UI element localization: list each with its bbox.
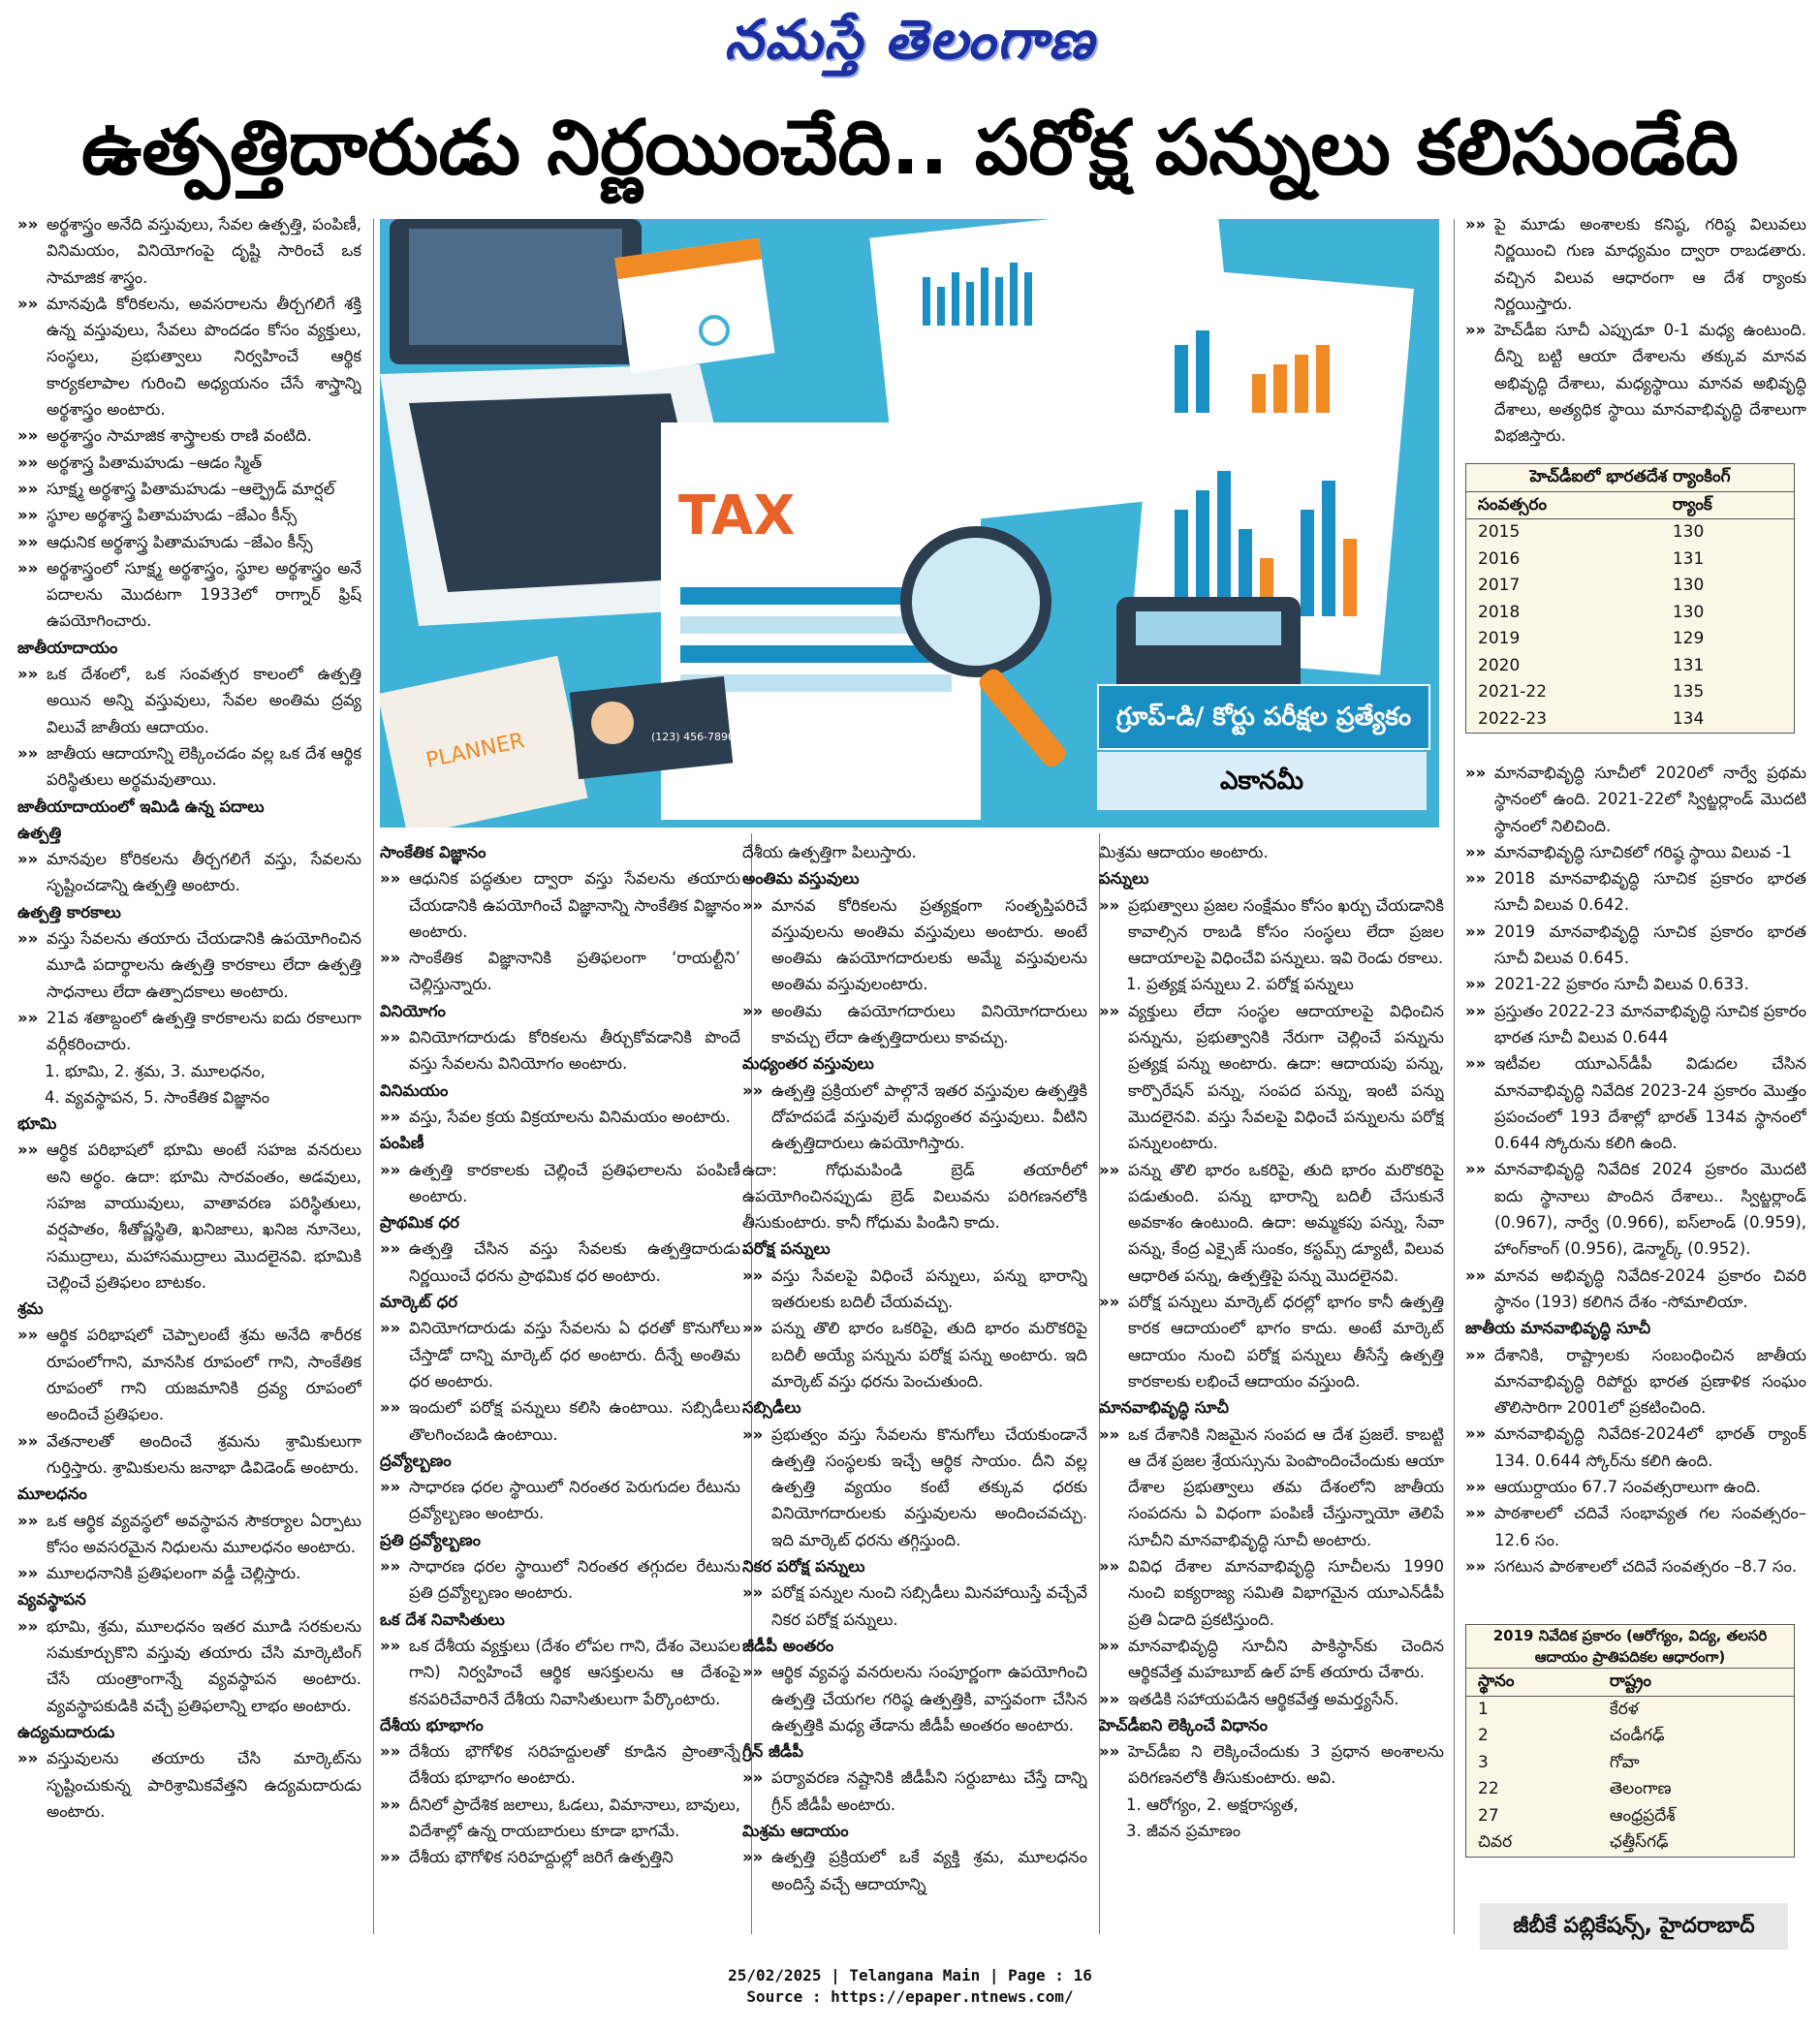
publisher-credit: జీబీకే పబ్లికేషన్స్, హైదరాబాద్ — [1480, 1903, 1788, 1950]
table-row — [1466, 573, 1795, 600]
bullet-paragraph: »» 21వ శతాబ్దంలో ఉత్పత్తి కారకాలను ఐదు రకాలుగా వర్గీకరించారు. — [17, 1005, 361, 1058]
bullet-paragraph: »» అర్థశాస్త్ర పితామహుడు –ఆడం స్మిత్ — [17, 450, 361, 476]
section-heading: ప్రతి ద్రవ్యోల్బణం — [380, 1530, 482, 1549]
section-heading: అంతిమ వస్తువులు — [742, 869, 860, 889]
bullet-paragraph: »» ఆధునిక పద్ధతుల ద్వారా వస్తు సేవలను తయారు చేయడానికి ఉపయోగించే విజ్ఞానాన్ని సాంకేతిక విజ్ఞానం అంటారు. — [380, 865, 740, 945]
section-heading: ఉత్పత్తి కారకాలు — [17, 902, 121, 922]
section-heading: జాతీయ మానవాభివృద్ధి సూచీ — [1465, 1319, 1651, 1338]
bullet-paragraph: »» పన్ను తొలి భారం ఒకరిపై, తుది భారం మరొకరిపై బదిలీ అయ్యే పన్నును పరోక్ష పన్ను అంటారు. ఇది మార్కెట్ వస్తు ధరను పెంచుతుంది. — [742, 1315, 1087, 1394]
bullet-paragraph: »» ఉత్పత్తి చేసిన వస్తు సేవలకు ఉత్పత్తిదారుడు నిర్ణయించే ధరను ప్రాథమిక ధర అంటారు. — [380, 1235, 740, 1289]
bullet-paragraph: »» మానవాభివృద్ధి సూచికలో గరిష్ఠ స్థాయి విలువ -1 — [1465, 839, 1806, 865]
table-cell: 22 — [1478, 1779, 1499, 1798]
table-row — [1466, 547, 1795, 574]
bullet-paragraph: »» ఆర్థిక వ్యవస్థ వనరులను సంపూర్ణంగా ఉపయోగించి ఉత్పత్తి చేయగల గరిష్ఠ ఉత్పత్తికి, వాస్తవంగా చేసిన ఉత్పత్తికి మధ్య తేడాను జీడీపీ అంతరం అంటారు. — [742, 1659, 1087, 1738]
bullet-paragraph: »» పన్ను తొలి భారం ఒకరిపై, తుది భారం మరొకరిపై పడుతుంది. పన్ను భారాన్ని బదిలీ చేసుకునే అవకాశం ఉంటుంది. ఉదా: అమ్మకపు పన్ను, సేవా పన్ను, కేంద్ర ఎక్సైజ్ సుంకం, కస్టమ్స్ డ్యూటీ, విలువ ఆధారిత పన్ను, ఉత్పత్తిపై పన్ను మొదలైనవి. — [1099, 1157, 1444, 1289]
section-heading: భూమి — [17, 1114, 57, 1134]
bullet-paragraph: »» ఇందులో పరోక్ష పన్నులు కలిసి ఉంటాయి. సబ్సిడీలు తొలగించబడి ఉంటాయి. — [380, 1394, 740, 1448]
bullet-paragraph: »» వ్యక్తులు లేదా సంస్థల ఆదాయాలపై విధించిన పన్నును, ప్రభుత్వానికి నేరుగా చెల్లించే పన్నును ప్రత్యక్ష పన్ను అంటారు. ఉదా: ఆదాయపు పన్ను, కార్పొరేషన్ పన్ను, సంపద పన్ను, ఇంటి పన్ను మొదలైనవి. వస్తు సేవలపై విధించే పన్నులను పరోక్ష పన్నులంటారు. — [1099, 998, 1444, 1157]
svg-text:TAX: TAX — [678, 484, 796, 547]
column-divider — [1454, 219, 1455, 1934]
bullet-paragraph: »» పర్యావరణ నష్టానికి జీడీపీని సర్దుబాటు చేస్తే దాన్ని గ్రీన్ జీడీపీ అంటారు. — [742, 1765, 1087, 1818]
bullet-paragraph: »» ఉత్పత్తి కారకాలకు చెల్లించే ప్రతిఫలాలను పంపిణీ అంటారు. — [380, 1157, 740, 1210]
table-cell: 1 — [1478, 1699, 1489, 1719]
bullet-paragraph: »» మానవాభివృద్ధి సూచీలో 2020లో నార్వే ప్రథమ స్థానంలో ఉంది. 2021-22లో స్విట్జర్లాండ్ మొదటి స్థానంలో నిలిచింది. — [1465, 760, 1806, 839]
table-row — [1466, 653, 1795, 680]
svg-text:(123) 456-7890: (123) 456-7890 — [651, 731, 736, 743]
bullet-paragraph: »» ప్రస్తుతం 2022-23 మానవాభివృద్ధి సూచిక ప్రకారం భారత సూచీ విలువ 0.644 — [1465, 998, 1806, 1051]
section-heading: వినియోగం — [380, 1001, 446, 1020]
bullet-paragraph: »» 2021-22 ప్రకారం సూచీ విలువ 0.633. — [1465, 971, 1806, 997]
bullet-paragraph: »» అంతిమ ఉపయోగదారులు వినియోగదారులు కావచ్చు లేదా ఉత్పత్తిదారులు కావచ్చు. — [742, 998, 1087, 1051]
bullet-paragraph: »» దేశీయ భౌగోళిక సరిహద్దులతో కూడిన ప్రాంతాన్నే దేశీయ భూభాగం అంటారు. — [380, 1738, 740, 1792]
section-heading: ఉత్పత్తి — [17, 823, 62, 842]
headline: ఉత్పత్తిదారుడు నిర్ణయించేది.. పరోక్ష పన్నులు కలిసుండేది — [81, 105, 1739, 192]
section-heading: గ్రీన్ జీడీపీ — [742, 1742, 803, 1762]
bullet-paragraph: »» ఆయుర్దాయం 67.7 సంవత్సరాలుగా ఉంది. — [1465, 1474, 1806, 1500]
bullet-paragraph: »» సాధారణ ధరల స్థాయిలో నిరంతర తగ్గుదల రేటును ప్రతి ద్రవ్యోల్బణం అంటారు. — [380, 1553, 740, 1607]
bullet-paragraph: »» సాధారణ ధరల స్థాయిలో నిరంతర పెరుగుదల రేటును ద్రవ్యోల్బణం అంటారు. — [380, 1474, 740, 1527]
bullet-paragraph: »» సూక్ష్మ అర్థశాస్త్ర పితామహుడు –ఆల్ఫ్రెడ్ మార్షల్ — [17, 476, 361, 502]
hdi-ranking-table — [1465, 463, 1795, 734]
bullet-paragraph: »» ఆధునిక అర్థశాస్త్ర పితామహుడు –జేఎం కీన్స్ — [17, 529, 361, 555]
bullet-paragraph: »» 2018 మానవాభివృద్ధి సూచిక ప్రకారం భారత సూచీ విలువ 0.642. — [1465, 865, 1806, 919]
table-row — [1466, 1829, 1795, 1857]
table-cell: గోవా — [1609, 1752, 1640, 1772]
bullet-paragraph: »» జాతీయ ఆదాయాన్ని లెక్కించడం వల్ల ఒక దేశ ఆర్థిక పరిస్థితులు అర్థమవుతాయి. — [17, 740, 361, 794]
section-heading: మానవాభివృద్ధి సూచీ — [1099, 1398, 1230, 1418]
table-cell: 2017 — [1478, 576, 1521, 595]
bullet-paragraph: »» ఇతడికి సహాయపడిన ఆర్థికవేత్త అమర్త్యసేన్. — [1099, 1686, 1444, 1712]
bullet-paragraph: »» మానవాభివృద్ధి సూచీని పాకిస్థాన్‌కు చెందిన ఆర్థికవేత్త మహబూబ్ ఉల్ హక్ తయారు చేశారు. — [1099, 1633, 1444, 1686]
footer-source-line: Source : https://epaper.ntnews.com/ — [746, 1987, 1074, 2006]
section-heading: మూలధనం — [17, 1484, 87, 1504]
bullet-paragraph: »» వస్తు, సేవల క్రయ విక్రయాలను వినిమయం అంటారు. — [380, 1104, 740, 1130]
calendar-icon — [614, 237, 774, 373]
table-cell: 2 — [1478, 1726, 1489, 1745]
paragraph: 4. వ్యవస్థాపన, 5. సాంకేతిక విజ్ఞానం — [45, 1087, 270, 1107]
exam-tag: గ్రూప్-డి/ కోర్టు పరీక్షల ప్రత్యేకం — [1097, 684, 1430, 750]
bullet-paragraph: »» ఒక ఆర్థిక వ్యవస్థలో అవస్థాపన సౌకర్యాల ఏర్పాటు కోసం అవసరమైన నిధులను మూలధనం అంటారు. — [17, 1508, 361, 1561]
bullet-paragraph: »» ప్రభుత్వాలు ప్రజల సంక్షేమం కోసం ఖర్చు చేయడానికి కావాల్సిన రాబడి కోసం సంస్థలు లేదా ప్రజల ఆదాయాలపై విధించేవి పన్నులు. ఇవి రెండు రకాలు. — [1099, 892, 1444, 972]
column-divider — [373, 219, 374, 1934]
bullet-paragraph: »» భూమి, శ్రమ, మూలధనం ఇతర మూడి సరకులను సమకూర్చుకొని వస్తువు తయారు చేసి మార్కెటింగ్ చేసే యంత్రాంగాన్నే వ్యవస్థాపన అంటారు. వ్యవస్థాపకుడికి వచ్చే ప్రతిఫలాన్ని లాభం అంటారు. — [17, 1613, 361, 1719]
table-header: సంవత్సరం — [1466, 491, 1661, 519]
bullet-paragraph: »» దీనిలో ప్రాదేశిక జలాలు, ఓడలు, విమానాలు, బావులు, విదేశాల్లో ఉన్న రాయబారులు కూడా భాగమే. — [380, 1792, 740, 1845]
article-column-5-top — [1465, 211, 1806, 452]
paragraph: 1. ఆరోగ్యం, 2. అక్షరాస్యత, — [1126, 1795, 1299, 1814]
planner-icon — [380, 656, 587, 828]
paragraph: 1. భూమి, 2. శ్రమ, 3. మూలధనం, — [45, 1061, 266, 1080]
article-column-5-mid — [1465, 760, 1806, 1612]
table-cell: ఆంధ్రప్రదేశ్ — [1609, 1805, 1676, 1826]
table-header: ర్యాంక్ — [1661, 491, 1795, 519]
bullet-paragraph: »» సాంకేతిక విజ్ఞానానికి ప్రతిఫలంగా ‘రాయల్టీని’ చెల్లిస్తున్నారు. — [380, 945, 740, 998]
article-column-2 — [380, 839, 740, 1934]
page-footer — [0, 1965, 1820, 2008]
table-header: స్థానం — [1466, 1669, 1598, 1697]
table-caption: హెచ్‌డీఐలో భారతదేశ ర్యాంకింగ్ — [1466, 464, 1795, 492]
table-cell: కేరళ — [1609, 1699, 1639, 1719]
bullet-paragraph: »» మానవాభివృద్ధి నివేదిక 2024 ప్రకారం మొదటి ఐదు స్థానాలు పొందిన దేశాలు.. స్విట్జర్లాండ్ (0.967), నార్వే (0.966), ఐస్‌లాండ్ (0.959), హాంగ్‌కాంగ్ (0.956), డెన్మార్క్ (0.952). — [1465, 1156, 1806, 1262]
bullet-paragraph: »» మానవుల కోరికలను తీర్చగలిగే వస్తు, సేవలను సృష్టించడాన్ని ఉత్పత్తి అంటారు. — [17, 846, 361, 899]
section-heading: మధ్యంతర వస్తువులు — [742, 1054, 874, 1074]
table-row — [1466, 679, 1795, 706]
table-row — [1466, 1750, 1795, 1777]
table-cell: 2016 — [1478, 548, 1521, 569]
article-column-4 — [1099, 839, 1444, 1934]
table-cell: 2015 — [1478, 522, 1521, 542]
bullet-paragraph: »» వస్తు సేవలపై విధించే పన్నులు, పన్ను భారాన్ని ఇతరులకు బదిలీ చేయవచ్చు. — [742, 1263, 1087, 1316]
bullet-paragraph: »» ఆర్థిక పరిభాషలో భూమి అంటే సహజ వనరులు అని అర్థం. ఉదా: భూమి సారవంతం, అడవులు, సహజ వాయువులు, వాతావరణ పరిస్థితులు, వర్షపాతం, శీతోష్ణస్థితి, ఖనిజాలు, ఖనిజ నూనెలు, సముద్రాలు, మహాసముద్రాలు మొదలైనవి. భూమికి చెల్లించే ప్రతిఫలం బాటకం. — [17, 1137, 361, 1296]
bullet-paragraph: »» పై మూడు అంశాలకు కనిష్ఠ, గరిష్ఠ విలువలు నిర్ణయించి గుణ మాధ్యమం ద్వారా రాబడతారు. వచ్చిన విలువ ఆధారంగా ఆ దేశ ర్యాంకు నిర్ణయిస్తారు. — [1465, 211, 1806, 317]
business-card-icon — [570, 676, 735, 779]
bullet-paragraph: »» ఉత్పత్తి ప్రక్రియలో ఒకే వ్యక్తి శ్రమ, మూలధనం అందిస్తే వచ్చే ఆదాయాన్ని — [742, 1844, 1087, 1897]
table-row — [1466, 706, 1795, 734]
table-cell: 135 — [1672, 682, 1705, 702]
bullet-paragraph: »» పరోక్ష పన్నుల నుంచి సబ్సిడీలు మినహాయిస్తే వచ్చేవే నికర పరోక్ష పన్నులు. — [742, 1579, 1087, 1633]
paragraph: 1. ప్రత్యక్ష పన్నులు 2. పరోక్ష పన్నులు — [1126, 975, 1354, 994]
table-cell: 130 — [1672, 602, 1705, 622]
paragraph: ఉదా: గోధుమపిండి బ్రెడ్ తయారీలో ఉపయోగించినప్పుడు బ్రెడ్ విలువను పరిగణనలోకి తీసుకుంటారు. కానీ గోధుమ పిండిని కాదు. — [742, 1160, 1087, 1233]
paragraph: దేశీయ ఉత్పత్తిగా పిలుస్తారు. — [742, 843, 917, 861]
table-caption: 2019 నివేదిక ప్రకారం (ఆరోగ్యం, విద్య, తలసరి ఆదాయం ప్రాతిపదికల ఆధారంగా) — [1466, 1625, 1795, 1669]
table-header: రాష్ట్రం — [1598, 1669, 1795, 1697]
section-heading: సబ్సిడీలు — [742, 1398, 801, 1418]
section-heading: శ్రమ — [17, 1299, 44, 1319]
bullet-paragraph: »» వివిధ దేశాల మానవాభివృద్ధి సూచీలను 1990 నుంచి ఐక్యరాజ్య సమితి విభాగమైన యూఎన్‌డీపీ ప్రతి ఏడాది ప్రకటిస్తుంది. — [1099, 1553, 1444, 1633]
state-hdi-table — [1465, 1624, 1795, 1858]
bullet-paragraph: »» వేతనాలతో అందించే శ్రమను శ్రామికులుగా గుర్తిస్తారు. శ్రామికులను జనాభా డివిడెండ్ అంటారు. — [17, 1428, 361, 1482]
section-heading: ఉద్యమదారుడు — [17, 1722, 115, 1741]
section-heading: సాంకేతిక విజ్ఞానం — [380, 843, 486, 861]
section-heading: వ్యవస్థాపన — [17, 1590, 86, 1609]
bullet-paragraph: »» అర్థశాస్త్రం సామాజిక శాస్త్రాలకు రాణి వంటిది. — [17, 422, 361, 449]
section-heading: పరోక్ష పన్నులు — [742, 1239, 831, 1259]
section-heading: పంపిణీ — [380, 1134, 424, 1153]
table-cell: 3 — [1478, 1752, 1489, 1772]
table-row — [1466, 1696, 1795, 1723]
bullet-paragraph: »» మానవ కోరికలను ప్రత్యక్షంగా సంతృప్తిపరిచే వస్తువులను అంతిమ వస్తువులు అంటారు. అంటే అంతిమ ఉపయోగదారులకు అమ్మే వస్తువులను అంతిమ వస్తువులంటారు. — [742, 892, 1087, 998]
section-heading: నికర పరోక్ష పన్నులు — [742, 1557, 865, 1577]
table-cell: ఛత్తీస్‌గఢ్ — [1609, 1832, 1669, 1852]
bullet-paragraph: »» పాఠశాలలో చదివే సంభావ్యత గల సంవత్సరం– 12.6 సం. — [1465, 1500, 1806, 1553]
article-column-1 — [17, 211, 361, 1936]
table-cell: 2019 — [1478, 629, 1521, 648]
bullet-paragraph: »» మానవ అభివృద్ధి నివేదిక-2024 ప్రకారం చివరి స్థానం (193) కలిగిన దేశం -సోమాలియా. — [1465, 1263, 1806, 1316]
table-cell: 130 — [1672, 576, 1705, 595]
article-column-3 — [742, 839, 1087, 1934]
table-cell: చండీగఢ్ — [1609, 1726, 1665, 1745]
bullet-paragraph: »» వస్తు సేవలను తయారు చేయడానికి ఉపయోగించిన మూడి పదార్థాలను ఉత్పత్తి కారకాలు లేదా ఉత్పత్తి సాధనాలు లేదా ఉత్పాదకాలు అంటారు. — [17, 925, 361, 1005]
bullet-paragraph: »» వినియోగదారుడు వస్తు సేవలను ఏ ధరతో కొనుగోలు చేస్తాడో దాన్ని మార్కెట్ ధర అంటారు. దీన్నే అంతిమ ధర అంటారు. — [380, 1315, 740, 1394]
bullet-paragraph: »» వినియోగదారుడు కోరికలను తీర్చుకోవడానికి పొందే వస్తు సేవలను వినియోగం అంటారు. — [380, 1024, 740, 1078]
bullet-paragraph: »» ప్రభుత్వం వస్తు సేవలను కొనుగోలు చేయకుండానే ఉత్పత్తి సంస్థలకు ఇచ్చే ఆర్థిక సాయం. దీని వల్ల ఉత్పత్తి వ్యయం కంటే తక్కువ ధరకు వినియోగదారులకు వస్తువులను అందించవచ్చు. ఇది మార్కెట్ ధరను తగ్గిస్తుంది. — [742, 1422, 1087, 1553]
bullet-paragraph: »» పరోక్ష పన్నులు మార్కెట్ ధరల్లో భాగం కానీ ఉత్పత్తి కారక ఆదాయంలో భాగం కాదు. అంటే మార్కెట్ ఆదాయం నుంచి పరోక్ష పన్నులు తీసేస్తే ఉత్పత్తి కారకాలకు లభించే ఆదాయం వస్తుంది. — [1099, 1289, 1444, 1394]
table-cell: 27 — [1478, 1805, 1499, 1826]
bullet-paragraph: »» ఉత్పత్తి ప్రక్రియలో పాల్గొనే ఇతర వస్తువుల ఉత్పత్తికి దోహదపడే వస్తువులే మధ్యంతర వస్తువులు. వీటిని ఉత్పత్తిదారులు ఉపయోగిస్తారు. — [742, 1078, 1087, 1157]
bullet-paragraph: »» ఒక దేశానికి నిజమైన సంపద ఆ దేశ ప్రజలే. కాబట్టి ఆ దేశ ప్రజల శ్రేయస్సును పెంపొందించేందుకు ఆయా దేశాల ప్రభుత్వాలు తమ దేశంలోని జాతీయ సంపదను ఏ విధంగా పంపిణీ చేస్తున్నాయో తెలిపే సూచీని మానవాభివృద్ధి సూచీ అంటారు. — [1099, 1422, 1444, 1553]
table-cell: 131 — [1672, 548, 1705, 569]
bullet-paragraph: »» దేశీయ భౌగోళిక సరిహద్దుల్లో జరిగే ఉత్పత్తిని — [380, 1844, 740, 1870]
table-cell: తెలంగాణ — [1609, 1779, 1672, 1798]
section-heading: మిశ్రమ ఆదాయం — [742, 1821, 849, 1840]
section-heading: ద్రవ్యోల్బణం — [380, 1451, 452, 1470]
table-cell: 2021-22 — [1478, 682, 1548, 702]
table-cell: చివర — [1478, 1832, 1513, 1852]
bullet-paragraph: »» మూలధనానికి ప్రతిఫలంగా వడ్డీ చెల్లిస్తారు. — [17, 1560, 361, 1586]
bullet-paragraph: »» మానవుడి కోరికలను, అవసరాలను తీర్చగలిగే శక్తి ఉన్న వస్తువులు, సేవలు పొందడం కోసం వ్యక్తులు, సంస్థలు, ప్రభుత్వాలు నిర్వహించే ఆర్థిక కార్యకలాపాల గురించి అధ్యయనం చేసే శాస్త్రాన్ని అర్థశాస్త్రం అంటారు. — [17, 291, 361, 422]
table-cell: 2020 — [1478, 655, 1521, 675]
section-heading: వినిమయం — [380, 1080, 449, 1100]
masthead-logo: నమస్తే తెలంగాణ — [724, 8, 1096, 72]
table-row — [1466, 600, 1795, 627]
section-heading: ప్రాథమిక ధర — [380, 1213, 459, 1233]
table-cell: 2018 — [1478, 602, 1521, 622]
bullet-paragraph: »» ఒక దేశంలో, ఒక సంవత్సర కాలంలో ఉత్పత్తి అయిన అన్ని వస్తువులు, సేవల అంతిమ ద్రవ్య విలువే జాతీయ ఆదాయం. — [17, 661, 361, 740]
table-row — [1466, 1803, 1795, 1830]
section-heading: హెచ్‌డీఐని లెక్కించే విధానం — [1099, 1715, 1268, 1734]
section-heading: దేశీయ భూభాగం — [380, 1715, 484, 1734]
table-row — [1466, 519, 1795, 547]
bullet-paragraph: »» ఆర్థిక పరిభాషలో చెప్పాలంటే శ్రమ అనేది శారీరక రూపంలోగాని, మానసిక రూపంలో గాని, సాంకేతిక రూపంలో గాని యజమానికి ద్రవ్య రూపంలో అందించే ప్రతిఫలం. — [17, 1322, 361, 1427]
bullet-paragraph: »» ఇటీవల యూఎన్‌డీపీ విడుదల చేసిన మానవాభివృద్ధి నివేదిక 2023-24 ప్రకారం మొత్తం ప్రపంచంలో 193 దేశాల్లో భారత్ 134వ స్థానంలో 0.644 స్కోరును కలిగి ఉంది. — [1465, 1050, 1806, 1156]
table-row — [1466, 626, 1795, 653]
bullet-paragraph: »» అర్థశాస్త్రంలో సూక్ష్మ అర్థశాస్త్రం, స్థూల అర్థశాస్త్రం అనే పదాలను మొదటగా 1933లో రాగ్నార్ ఫ్రిష్ ఉపయోగించారు. — [17, 555, 361, 635]
footer-date-line: 25/02/2025 | Telangana Main | Page : 16 — [728, 1966, 1092, 1984]
bullet-paragraph: »» హెచ్‌డీఐ ని లెక్కించేందుకు 3 ప్రధాన అంశాలను పరిగణనలోకి తీసుకుంటారు. అవి. — [1099, 1738, 1444, 1792]
section-heading: జీడీపీ అంతరం — [742, 1636, 834, 1655]
table-cell: 134 — [1672, 708, 1705, 729]
paragraph: మిశ్రమ ఆదాయం అంటారు. — [1099, 843, 1269, 861]
section-heading: ఒక దేశ నివాసితులు — [380, 1609, 505, 1629]
section-heading: మార్కెట్ ధర — [380, 1293, 458, 1312]
subject-label: ఎకానమీ — [1097, 752, 1427, 810]
bullet-paragraph: »» అర్థశాస్త్రం అనేది వస్తువులు, సేవల ఉత్పత్తి, పంపిణీ, వినిమయం, వినియోగంపై దృష్టి సారించే ఒక సామాజిక శాస్త్రం. — [17, 211, 361, 291]
section-heading: జాతీయాదాయం — [17, 638, 118, 657]
bullet-paragraph: »» 2019 మానవాభివృద్ధి సూచిక ప్రకారం భారత సూచీ విలువ 0.645. — [1465, 919, 1806, 972]
bullet-paragraph: »» స్థూల అర్థశాస్త్ర పితామహుడు –జేఎం కీన్స్ — [17, 502, 361, 528]
table-row — [1466, 1723, 1795, 1750]
svg-text:PLANNER: PLANNER — [424, 729, 527, 773]
table-cell: 131 — [1672, 655, 1705, 675]
bullet-paragraph: »» హెచ్‌డీఐ సూచీ ఎప్పుడూ 0-1 మధ్య ఉంటుంది. దీన్ని బట్టి ఆయా దేశాలను తక్కువ మానవ అభివృద్ధి దేశాలు, మధ్యస్థాయి మానవ అభివృద్ధి దేశాలు, అత్యధిక స్థాయి మానవాభివృద్ధి దేశాలుగా విభజిస్తారు. — [1465, 317, 1806, 449]
table-cell: 2022-23 — [1478, 708, 1548, 729]
table-row — [1466, 1776, 1795, 1803]
section-heading: జాతీయాదాయంలో ఇమిడి ఉన్న పదాలు — [17, 797, 265, 816]
bullet-paragraph: »» వస్తువులను తయారు చేసి మార్కెట్‌ను సృష్టించుకున్న పారిశ్రామికవేత్తని ఉద్యమదారుడు అంటారు. — [17, 1745, 361, 1825]
bullet-paragraph: »» దేశానికి, రాష్ట్రాలకు సంబంధించిన జాతీయ మానవాభివృద్ధి రిపోర్టు భారత ప్రణాళిక సంఘం తొలిసారిగా 2001లో ప్రకటించింది. — [1465, 1342, 1806, 1422]
table-cell: 129 — [1672, 629, 1705, 648]
section-heading: పన్నులు — [1099, 869, 1149, 889]
bullet-paragraph: »» ఒక దేశీయ వ్యక్తులు (దేశం లోపల గాని, దేశం వెలుపల గాని) నిర్వహించే ఆర్థిక ఆసక్తులను ఆ దేశంపై కనపరిచేవారినే దేశీయ నివాసితులుగా పేర్కొంటారు. — [380, 1633, 740, 1712]
table-cell: 130 — [1672, 522, 1705, 542]
paragraph: 3. జీవన ప్రమాణం — [1126, 1821, 1241, 1840]
bullet-paragraph: »» సగటున పాఠశాలలో చదివే సంవత్సరం –8.7 సం. — [1465, 1553, 1806, 1579]
bullet-paragraph: »» మానవాభివృద్ధి నివేదిక-2024లో భారత్ ర్యాంక్ 134. 0.644 స్కోర్‌ను కలిగి ఉంది. — [1465, 1421, 1806, 1474]
